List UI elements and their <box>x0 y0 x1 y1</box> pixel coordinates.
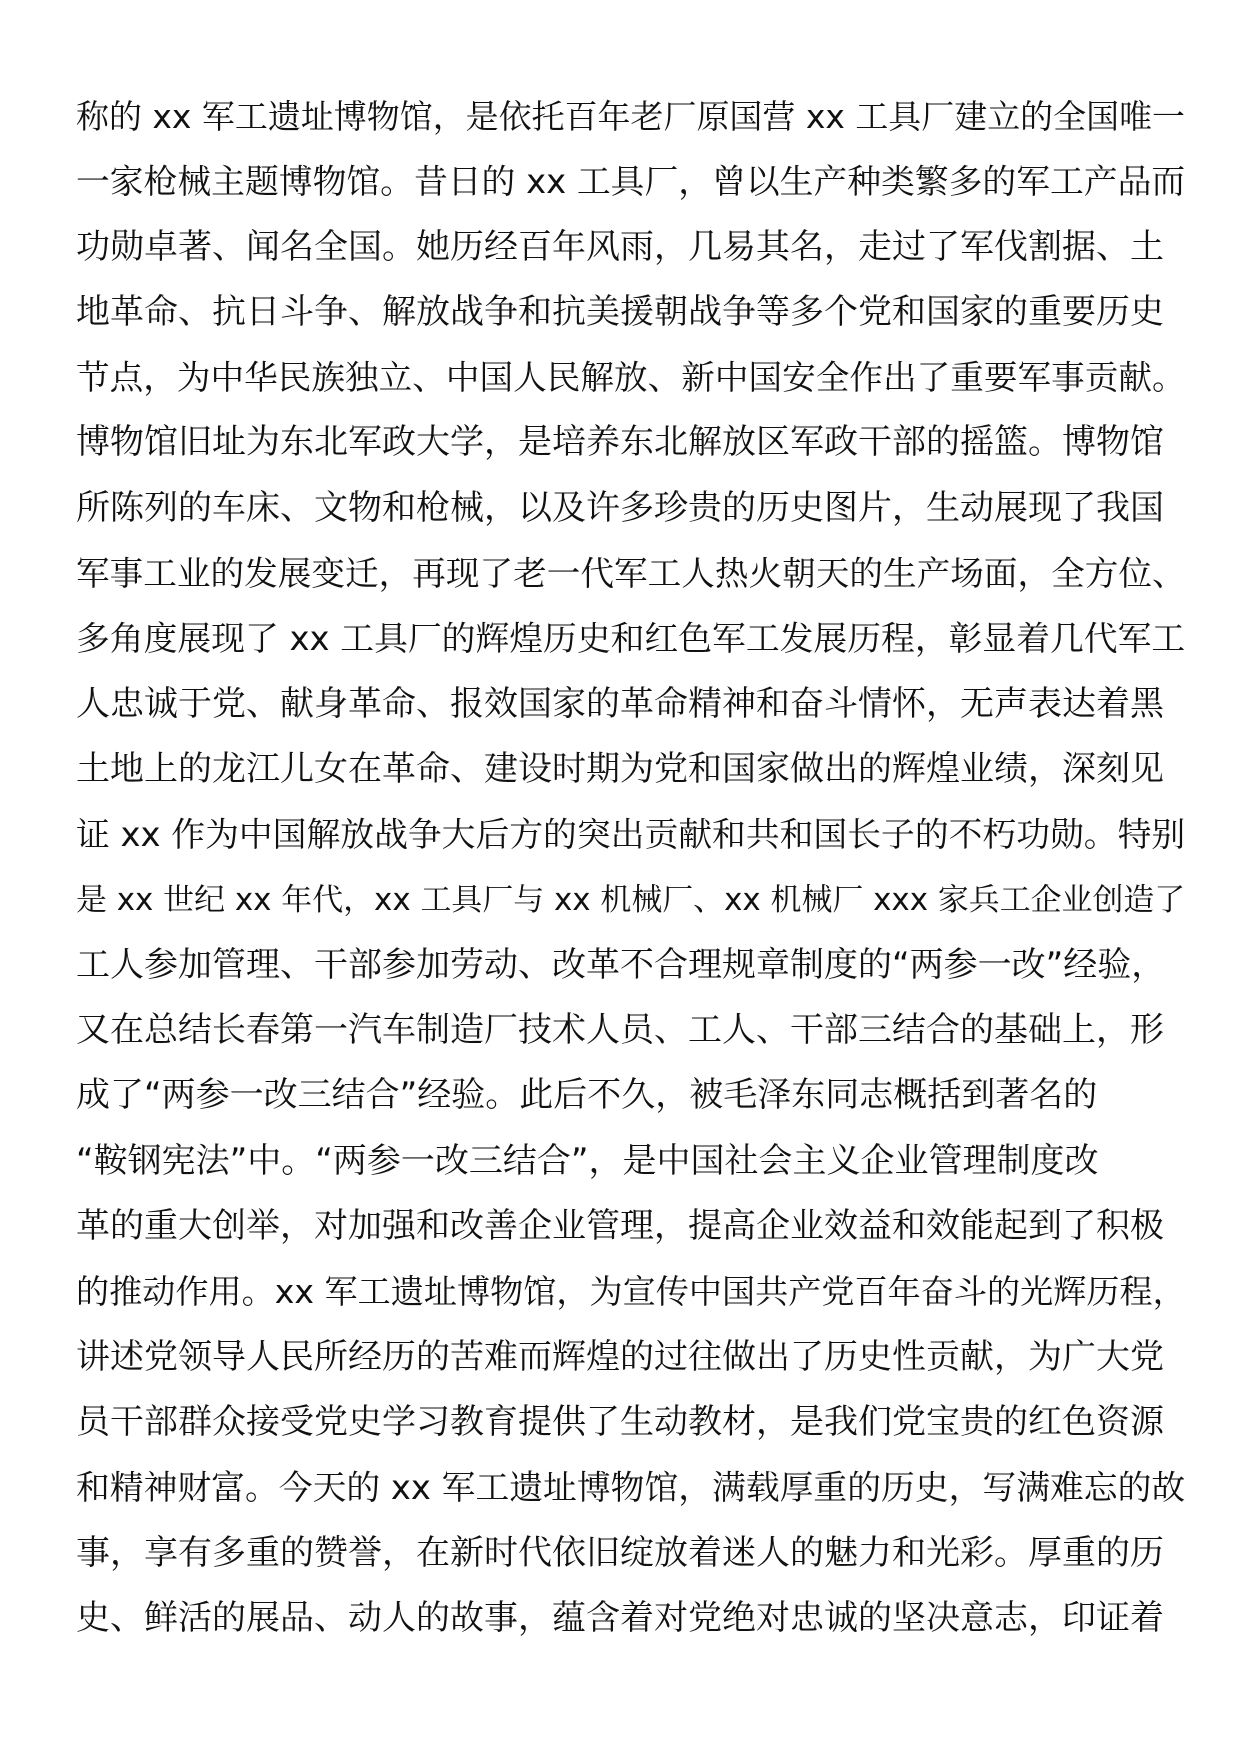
text-line: 军事工业的发展变迁，再现了老一代军工人热火朝天的生产场面，全方位、 <box>76 554 1186 594</box>
text-line: 和精神财富。今天的 xx 军工遗址博物馆，满载厚重的历史，写满难忘的故 <box>76 1468 1186 1508</box>
text-line: 成了“两参一改三结合”经验。此后不久，被毛泽东同志概括到著名的 <box>76 1075 1098 1116</box>
text-line: 地革命、抗日斗争、解放战争和抗美援朝战争等多个党和国家的重要历史 <box>76 291 1164 332</box>
text-line: 是 xx 世纪 xx 年代，xx 工具厂与 xx 机械厂、xx 机械厂 xxx 家兵工企业创造了 <box>76 881 1186 918</box>
text-line: 节点，为中华民族独立、中国人民解放、新中国安全作出了重要军事贡献。 <box>76 358 1186 398</box>
body-text <box>76 84 1186 1651</box>
text-line: 功勋卓著、闻名全国。她历经百年风雨，几易其名，走过了军伐割据、土 <box>76 226 1164 267</box>
text-line: 又在总结长春第一汽车制造厂技术人员、工人、干部三结合的基础上，形 <box>76 1010 1164 1051</box>
text-line: 称的 xx 军工遗址博物馆，是依托百年老厂原国营 xx 工具厂建立的全国唯一 <box>76 97 1186 136</box>
text-line: 讲述党领导人民所经历的苦难而辉煌的过往做出了历史性贡献，为广大党 <box>76 1336 1164 1377</box>
text-line: 证 xx 作为中国解放战争大后方的突出贡献和共和国长子的不朽功勋。特别 <box>76 815 1186 855</box>
text-line: 人忠诚于党、献身革命、报效国家的革命精神和奋斗情怀，无声表达着黑 <box>76 683 1164 724</box>
text-line: 革的重大创举，对加强和改善企业管理，提高企业效益和效能起到了积极 <box>76 1206 1164 1247</box>
text-line: 博物馆旧址为东北军政大学，是培养东北解放区军政干部的摇篮。博物馆 <box>76 422 1164 463</box>
text-line: 工人参加管理、干部参加劳动、改革不合理规章制度的“两参一改”经验， <box>76 944 1166 985</box>
text-line: “鞍钢宪法”中。“两参一改三结合”，是中国社会主义企业管理制度改 <box>76 1140 1099 1181</box>
text-line: 所陈列的车床、文物和枪械，以及许多珍贵的历史图片，生动展现了我国 <box>76 487 1164 528</box>
text-line: 一家枪械主题博物馆。昔日的 xx 工具厂，曾以生产种类繁多的军工产品而 <box>76 162 1186 202</box>
text-line: 土地上的龙江儿女在革命、建设时期为党和国家做出的辉煌业绩，深刻见 <box>76 748 1164 789</box>
text-line: 史、鲜活的展品、动人的故事，蕴含着对党绝对忠诚的坚决意志，印证着 <box>76 1597 1164 1638</box>
text-line: 多角度展现了 xx 工具厂的辉煌历史和红色军工发展历程，彰显着几代军工 <box>76 619 1186 659</box>
text-line: 事，享有多重的赞誉，在新时代依旧绽放着迷人的魅力和光彩。厚重的历 <box>76 1532 1164 1573</box>
text-line: 员干部群众接受党史学习教育提供了生动教材，是我们党宝贵的红色资源 <box>76 1401 1164 1442</box>
text-line: 的推动作用。xx 军工遗址博物馆，为宣传中国共产党百年奋斗的光辉历程， <box>76 1272 1186 1312</box>
